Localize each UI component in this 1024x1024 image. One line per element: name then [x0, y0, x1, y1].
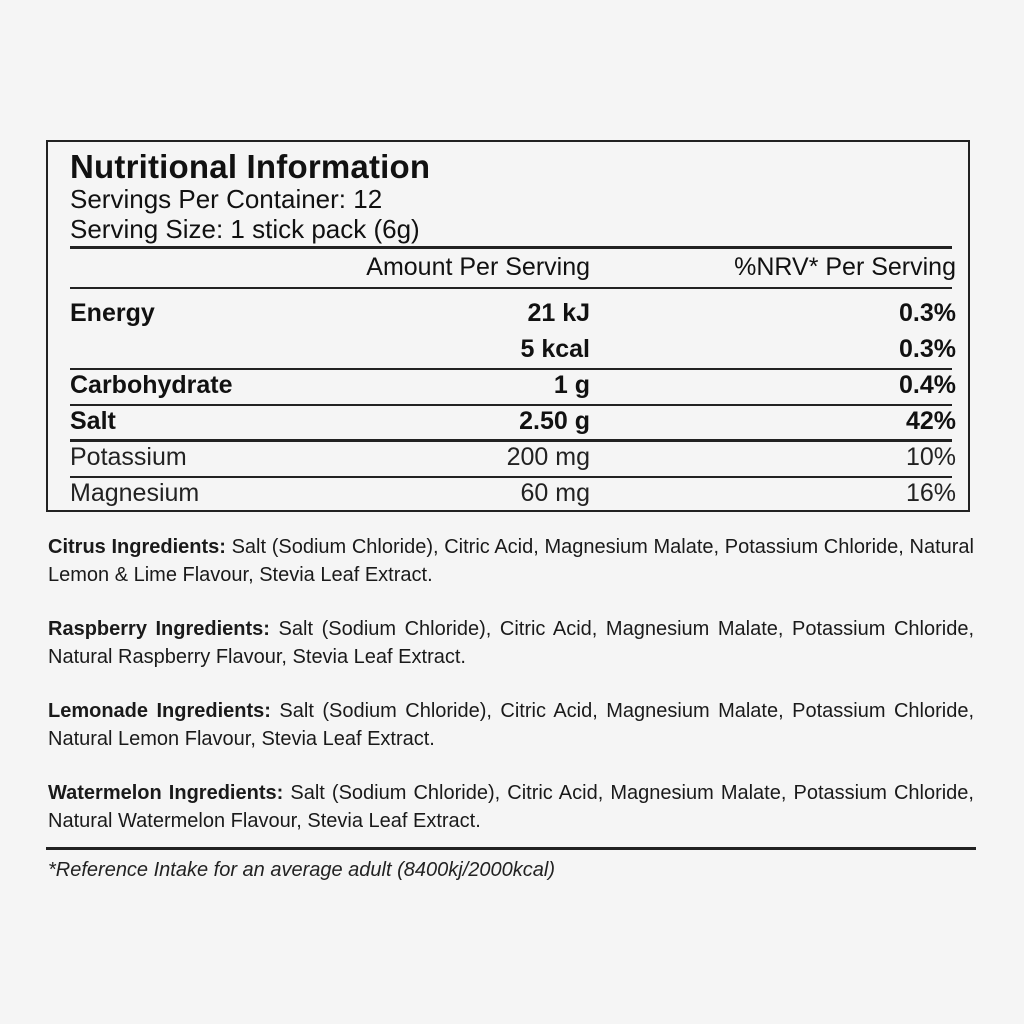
nutrition-panel: [46, 140, 970, 512]
ingredients-label: Citrus Ingredients:: [48, 536, 226, 558]
table-row: [70, 332, 956, 366]
table-row: [70, 296, 956, 330]
nutrient-nrv: 42%: [905, 407, 956, 435]
header-amount: Amount Per Serving: [366, 253, 590, 281]
ingredients-citrus: [48, 533, 974, 589]
nutrient-amount: 200 mg: [506, 443, 590, 471]
nutrient-name: Potassium: [70, 443, 187, 471]
nutrient-amount: 21 kJ: [527, 299, 590, 327]
header-bottom-rule: [70, 287, 952, 289]
nutrient-name: Magnesium: [70, 479, 200, 507]
ingredients-text: Salt (Sodium Chloride), Citric Acid, Magnesium Malate, Potassium Chloride, Natural Raspberry Flavour, Stevia Leaf Extract.: [48, 618, 975, 668]
ingredients-text: Salt (Sodium Chloride), Citric Acid, Magnesium Malate, Potassium Chloride, Natural Watermelon Flavour, Stevia Leaf Extract.: [48, 782, 974, 832]
ingredients-label: Watermelon Ingredients:: [48, 782, 284, 804]
ingredients-raspberry: [48, 615, 974, 671]
nutrient-amount: 1 g: [553, 371, 590, 399]
nutrient-nrv: 0.3%: [899, 299, 956, 327]
table-row: [70, 368, 956, 402]
nutrient-nrv: 10%: [905, 443, 956, 471]
table-row: [70, 440, 956, 474]
nutrient-amount: 2.50 g: [519, 407, 590, 435]
panel-title: Nutritional Information: [70, 148, 431, 185]
servings-per-container: Servings Per Container: 12: [70, 184, 383, 214]
nutrient-name: Carbohydrate: [70, 371, 233, 399]
table-row: [70, 476, 956, 510]
nutrient-nrv: 16%: [905, 479, 956, 507]
nutrient-nrv: 0.3%: [899, 335, 956, 363]
header-nrv: %NRV* Per Serving: [734, 253, 956, 281]
nutrient-nrv: 0.4%: [899, 371, 956, 399]
footnote-divider: [46, 847, 976, 850]
ingredients-label: Lemonade Ingredients:: [48, 700, 271, 722]
reference-intake-footnote: *Reference Intake for an average adult (8400kj/2000kcal): [48, 859, 555, 881]
nutrient-name: Energy: [70, 299, 155, 327]
nutrient-amount: 5 kcal: [520, 335, 590, 363]
header-top-rule: [70, 246, 952, 249]
nutrient-amount: 60 mg: [520, 479, 590, 507]
nutrient-name: Salt: [70, 407, 116, 435]
table-row: [70, 404, 956, 438]
ingredients-text: Salt (Sodium Chloride), Citric Acid, Magnesium Malate, Potassium Chloride, Natural Lemon & Lime Flavour, Stevia Leaf Extract.: [48, 536, 974, 586]
ingredients-watermelon: [48, 779, 974, 835]
ingredients-label: Raspberry Ingredients:: [48, 618, 270, 640]
ingredients-lemonade: [48, 697, 974, 753]
serving-size: Serving Size: 1 stick pack (6g): [70, 214, 420, 244]
ingredients-text: Salt (Sodium Chloride), Citric Acid, Magnesium Malate, Potassium Chloride, Natural Lemon Flavour, Stevia Leaf Extract.: [48, 700, 974, 750]
